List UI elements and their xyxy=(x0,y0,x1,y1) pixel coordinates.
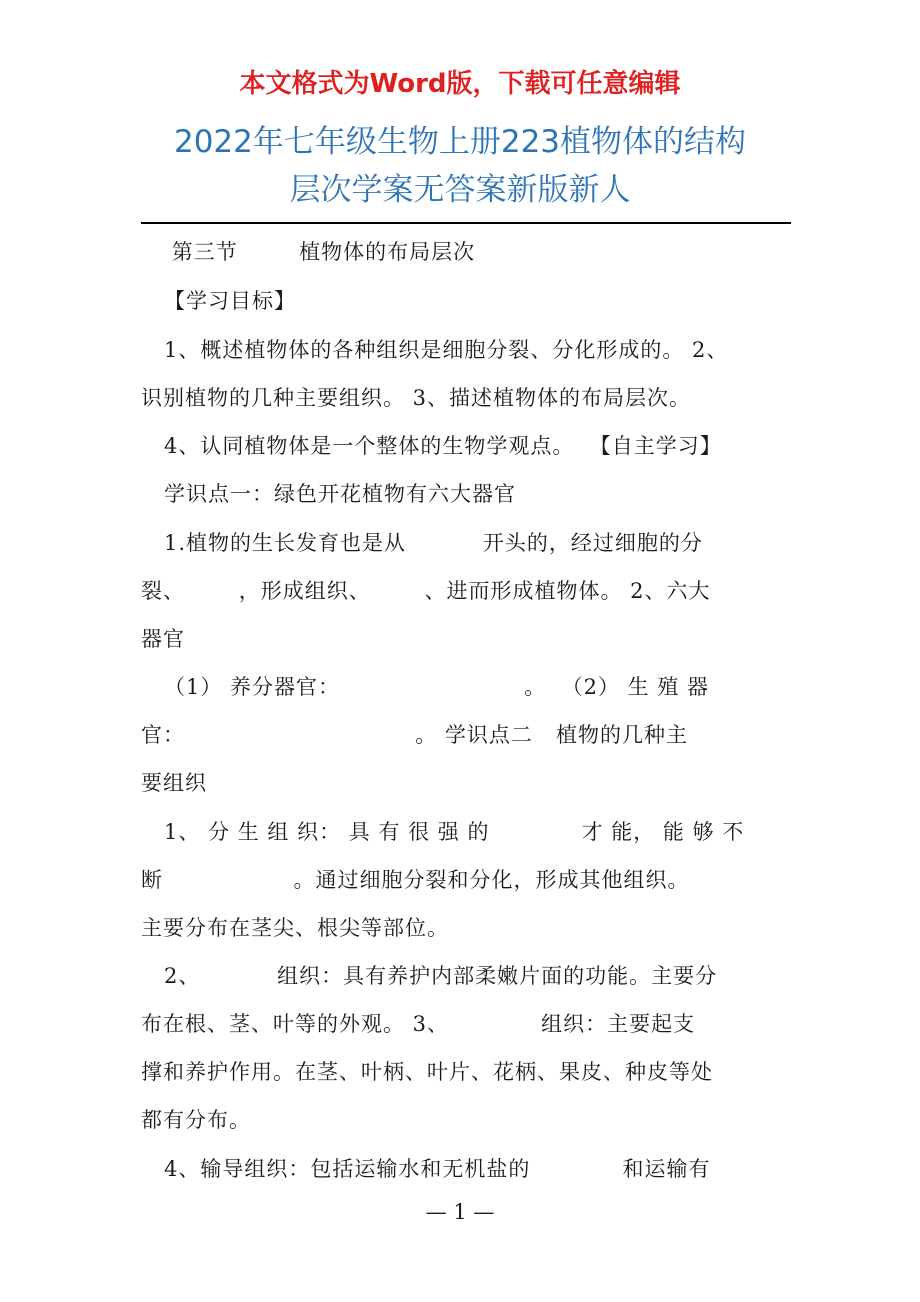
body-line: （1） 养分器官： 。 （2） 生 殖 器 xyxy=(141,675,710,699)
document-title xyxy=(100,118,820,214)
body-line: 4、输导组织：包括运输水和无机盐的 和运输有 xyxy=(141,1157,711,1181)
body-line: 1、概述植物体的各种组织是细胞分裂、分化形成的。 2、 xyxy=(141,338,729,362)
body-line: 识别植物的几种主要组织。 3、描述植物体的布局层次。 xyxy=(141,386,692,410)
body-line: 1.植物的生长发育也是从 开头的，经过细胞的分 xyxy=(141,531,703,555)
body-line: 布在根、茎、叶等的外观。 3、 组织：主要起支 xyxy=(141,1012,696,1036)
body-line: 器官 xyxy=(141,627,185,651)
body-line: 断 。通过细胞分裂和分化，形成其他组织。 xyxy=(141,868,690,892)
title-line-1: 2022年七年级生物上册223植物体的结构 xyxy=(173,124,747,160)
title-divider xyxy=(141,222,791,224)
body-line: 撑和养护作用。在茎、叶柄、叶片、花柄、果皮、种皮等处 xyxy=(141,1060,713,1084)
download-notice: 本文格式为Word版，下载可任意编辑 xyxy=(239,69,681,99)
body-line: 4、认同植物体是一个整体的生物学观点。 【自主学习】 xyxy=(141,434,722,458)
body-line: 第三节 植物体的布局层次 xyxy=(141,240,476,264)
body-line: 1、 分 生 组 织： 具 有 很 强 的 才 能， 能 够 不 xyxy=(141,820,745,844)
body-line: 官： 。 学识点二 植物的几种主 xyxy=(141,723,688,747)
body-line: 【学习目标】 xyxy=(141,289,297,313)
body-line: 都有分布。 xyxy=(141,1108,251,1132)
body-line: 裂、 ，形成组织、 、进而形成植物体。 2、六大 xyxy=(141,579,711,603)
body-line: 要组织 xyxy=(141,771,207,795)
body-line: 学识点一：绿色开花植物有六大器官 xyxy=(141,482,517,506)
body-line: 2、 组织：具有养护内部柔嫩片面的功能。主要分 xyxy=(141,964,718,988)
title-line-2: 层次学案无答案新版新人 xyxy=(289,172,631,208)
body-line: 主要分布在茎尖、根尖等部位。 xyxy=(141,916,449,940)
page-number: — 1 — xyxy=(425,1200,495,1224)
